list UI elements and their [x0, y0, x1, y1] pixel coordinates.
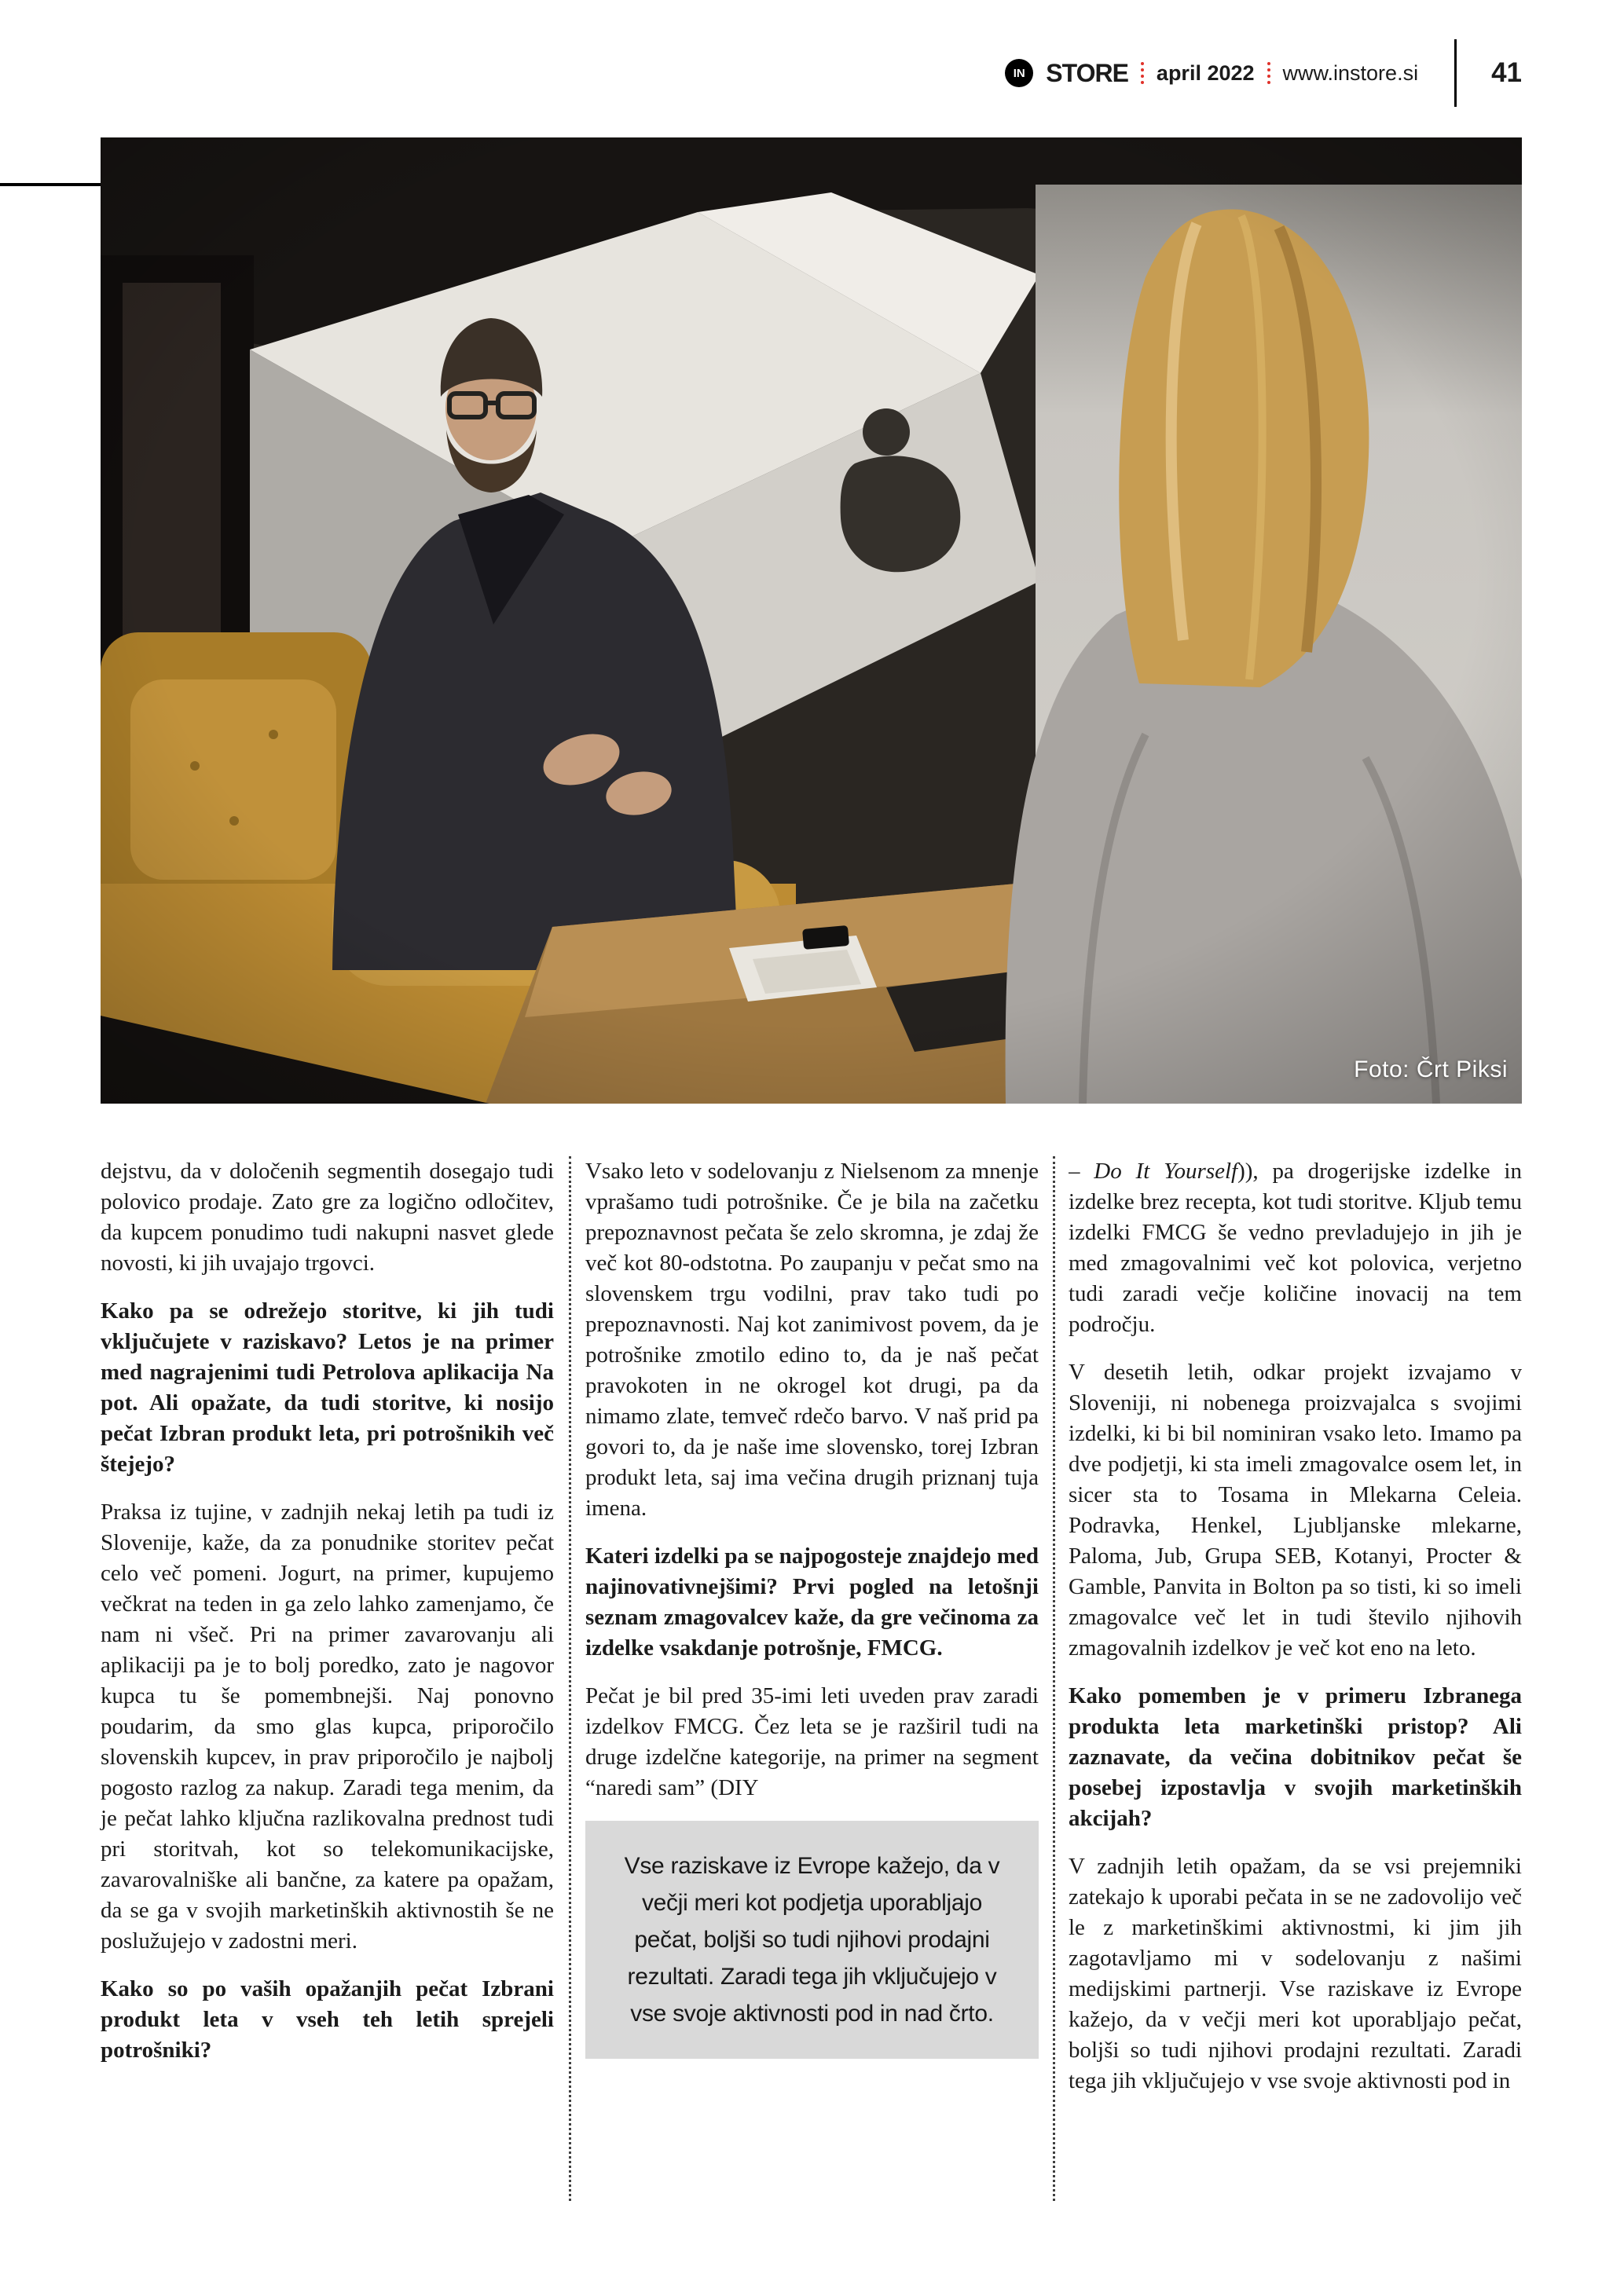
paragraph: V zadnjih letih opažam, da se vsi prejemniki zatekajo k uporabi pečata in se ne zadovolijo več le z marketinškimi aktivnostmi, ki jim jih zagotavljamo mi v sodelovanju z našimi medijskimi partnerji. Vse raziskave iz Evrope kažejo, da v večji meri kot uporabljajo pečat, boljši so tudi njihovi prodajni rezultati. Zaradi tega jih vključujejo v vse svoje aktivnosti pod in	[1069, 1854, 1522, 2093]
italic-lead: – Do It Yourself	[1069, 1159, 1238, 1184]
column-separator	[569, 1156, 571, 2201]
paragraph	[1069, 1156, 1522, 1340]
paragraph: Vsako leto v sodelovanju z Nielsenom za mnenje vprašamo tudi potrošnike. Če je bila na začetku prepoznavnost pečata še zelo skromna, je zdaj že več kot 80-odstotna. Po zaupanju v pečat smo na slovenskem trgu vodilni, prav tako tudi po prepoznavnosti. Naj kot zanimivost povem, da je potrošnike zmotilo edino to, da je naš pečat pravokoten in ne okrogel kot drugi, pa da nimamo zlate, temveč rdečo barvo. V naš prid pa govori to, da je naše ime slovensko, torej Izbran produkt leta, saj ima večina drugih priznanj tuja imena.	[585, 1159, 1039, 1521]
header-separator-dots	[1267, 62, 1270, 84]
site-url: www.instore.si	[1282, 60, 1419, 85]
instore-logo-icon: IN	[1005, 59, 1033, 87]
paragraph: Pečat je bil pred 35-imi leti uveden prav zaradi izdelkov FMCG. Čez leta se je razširil tudi na druge izdelčne kategorije, na primer na segment “naredi sam” (DIY	[585, 1683, 1039, 1800]
left-margin-rule	[0, 183, 101, 186]
photo-credit: Foto: Črt Piksi	[1354, 1056, 1508, 1082]
article-column-1	[101, 1156, 554, 2083]
header-divider	[1454, 39, 1457, 107]
article-column-2	[585, 1156, 1039, 2059]
header-separator-dots	[1141, 62, 1144, 84]
page-number: 41	[1491, 57, 1522, 88]
interview-question: Kateri izdelki pa se najpogosteje znajdejo med najinovativnejšimi? Prvi pogled na letošnji seznam zmagovalcev kaže, da gre večinoma za izdelke vsakdanje potrošnje, FMCG.	[585, 1543, 1039, 1661]
issue-date: april 2022	[1156, 60, 1255, 85]
column-separator	[1053, 1156, 1055, 2201]
interview-photo-illustration	[101, 137, 1522, 1104]
paragraph-text: )), pa drogerijske izdelke in izdelke brez recepta, kot tudi storitve. Kljub temu izdelki FMCG še vedno prevladujejo in jih je med zmagovalnimi več kot polovica, verjetno tudi zaradi večje količine inovacij na tem področju.	[1069, 1159, 1522, 1337]
interview-question: Kako so po vaših opažanjih pečat Izbrani produkt leta v vseh teh letih sprejeli potrošniki?	[101, 1976, 554, 2063]
interview-photo	[101, 137, 1522, 1104]
paragraph: Praksa iz tujine, v zadnjih nekaj letih pa tudi iz Slovenije, kaže, da za ponudnike storitev pečat celo več pomeni. Jogurt, na primer, kupujemo večkrat na teden in ga zelo lahko zamenjamo, če nam ni všeč. Pri na primer zavarovanju ali aplikaciji pa je to bolj poredko, zato je nagovor kupca tu še pomembnejši. Naj ponovno poudarim, da smo glas kupca, priporočilo slovenskih kupcev, in prav priporočilo je najbolj pogosto razlog za nakup. Zaradi tega menim, da je pečat lahko ključna razlikovalna prednost tudi pri storitvah, kot so telekomunikacijske, zavarovalniške ali bančne, za katere pa opažam, da se ga v svojih marketinških aktivnostih še ne poslužujejo v zadostni meri.	[101, 1500, 554, 1954]
paragraph: V desetih letih, odkar projekt izvajamo v Sloveniji, ni nobenega proizvajalca s svojimi izdelki, ki bi bil nominiran vsako leto. Imamo pa dve podjetji, ki sta imeli zmagovalce osem let, in sicer sta to Tosama in Mlekarna Celeia. Podravka, Henkel, Ljubljanske mlekarne, Paloma, Jub, Grupa SEB, Kotanyi, Procter & Gamble, Panvita in Bolton pa so tisti, ki so imeli zmagovalce več let in tudi število njihovih zmagovalnih izdelkov je več kot eno na leto.	[1069, 1360, 1522, 1661]
brand-name: STORE	[1046, 58, 1128, 87]
pull-quote-box: Vse raziskave iz Evrope kažejo, da v večji meri kot podjetja uporabljajo pečat, boljši so tudi njihovi prodajni rezultati. Zaradi tega jih vključujejo v vse svoje aktivnosti pod in nad črto.	[585, 1821, 1039, 2059]
page-header	[1005, 39, 1522, 107]
interview-question: Kako pa se odrežejo storitve, ki jih tudi vključujete v raziskavo? Letos je na primer med nagrajenimi tudi Petrolova aplikacija Na pot. Ali opažate, da tudi storitve, ki nosijo pečat Izbran produkt leta, pri potrošnikih več štejejo?	[101, 1298, 554, 1477]
paragraph: dejstvu, da v določenih segmentih dosegajo tudi polovico prodaje. Zato gre za logično odločitev, da kupcem ponudimo tudi nakupni nasvet glede novosti, ki jih uvajajo trgovci.	[101, 1159, 554, 1276]
article-column-3	[1069, 1156, 1522, 2217]
interview-question: Kako pomemben je v primeru Izbranega produkta leta marketinški pristop? Ali zaznavate, da večina dobitnikov pečat še posebej izpostavlja v svojih marketinških akcijah?	[1069, 1683, 1522, 1831]
